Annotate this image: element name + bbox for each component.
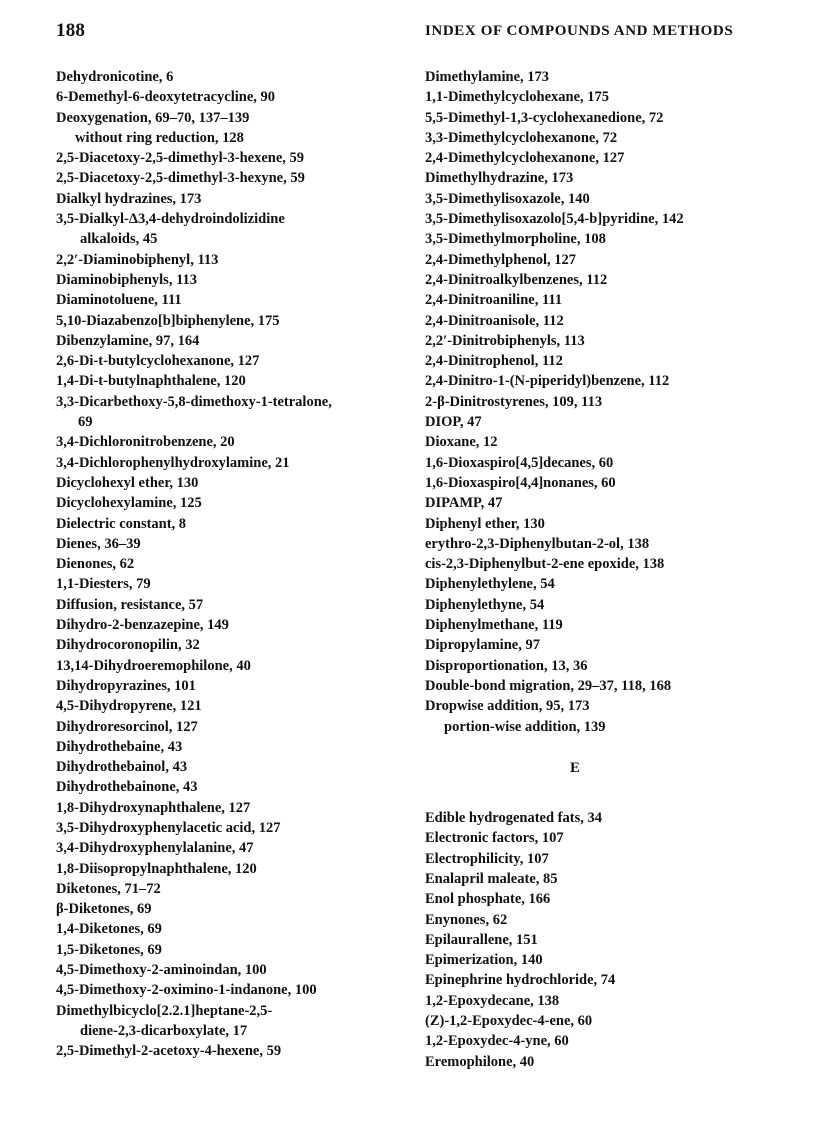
index-entry: Diphenylethyne, 54 [425, 596, 545, 613]
index-entry: Dihydropyrazines, 101 [56, 677, 196, 694]
index-entry: 2,4-Dinitrophenol, 112 [425, 353, 563, 370]
index-entry: Diphenylethylene, 54 [425, 576, 555, 593]
index-entry: 3,3-Dimethylcyclohexanone, 72 [425, 129, 618, 146]
index-entry: 1,4-Diketones, 69 [56, 921, 162, 938]
index-column-right [425, 67, 785, 1072]
index-entry: Dimethylamine, 173 [425, 69, 550, 85]
index-entry: Dihydrothebainone, 43 [56, 779, 198, 796]
index-subentry: without ring reduction, 128 [75, 129, 244, 146]
index-entry: 2,5-Diacetoxy-2,5-dimethyl-3-hexyne, 59 [56, 170, 305, 187]
index-entry: Double-bond migration, 29–37, 118, 168 [425, 677, 672, 694]
index-entry: 2,4-Dimethylphenol, 127 [425, 251, 577, 268]
index-entry: 2,2′-Dinitrobiphenyls, 113 [425, 332, 585, 349]
index-entry: 3,5-Dimethylmorpholine, 108 [425, 231, 606, 248]
index-entry: 3,5-Dihydroxyphenylacetic acid, 127 [56, 819, 281, 836]
index-entry: (Z)-1,2-Epoxydec-4-ene, 60 [425, 1013, 593, 1030]
index-entry: erythro-2,3-Diphenylbutan-2-ol, 138 [425, 535, 650, 552]
index-entry: Diaminotoluene, 111 [56, 292, 182, 309]
index-entry: Electrophilicity, 107 [425, 850, 549, 867]
index-entry: 1,8-Diisopropylnaphthalene, 120 [56, 860, 257, 877]
index-entry: Diphenylmethane, 119 [425, 617, 563, 634]
index-entry: Diaminobiphenyls, 113 [56, 271, 198, 288]
index-entry: Dienes, 36–39 [56, 535, 141, 552]
index-entry: DIOP, 47 [425, 414, 482, 431]
index-entry: 2,5-Diacetoxy-2,5-dimethyl-3-hexene, 59 [56, 150, 305, 167]
index-entry: Epilaurallene, 151 [425, 931, 538, 948]
index-entry: Dibenzylamine, 97, 164 [56, 332, 200, 349]
index-entry: 4,5-Dihydropyrene, 121 [56, 698, 202, 715]
index-entry: 5,10-Diazabenzo[b]biphenylene, 175 [56, 312, 280, 329]
index-entry: 2,4-Dinitroanisole, 112 [425, 312, 564, 329]
index-entry: 2,4-Dinitro-1-(N-piperidyl)benzene, 112 [425, 373, 670, 390]
index-entry: Dihydro-2-benzazepine, 149 [56, 617, 229, 634]
index-entry: 1,4-Di-t-butylnaphthalene, 120 [56, 373, 246, 390]
index-entry: 2,5-Dimethyl-2-acetoxy-4-hexene, 59 [56, 1043, 282, 1060]
index-entry-continuation: 69 [78, 414, 93, 431]
index-entry: Dicyclohexylamine, 125 [56, 495, 202, 512]
index-entry: Dioxane, 12 [425, 434, 498, 451]
index-entry: Electronic factors, 107 [425, 830, 564, 847]
index-entry: Disproportionation, 13, 36 [425, 657, 588, 674]
index-entry: Eremophilone, 40 [425, 1053, 535, 1070]
index-entry: Enalapril maleate, 85 [425, 870, 558, 887]
index-entry: Edible hydrogenated fats, 34 [425, 810, 602, 827]
index-entry: 1,8-Dihydroxynaphthalene, 127 [56, 799, 251, 816]
index-entry: 4,5-Dimethoxy-2-oximino-1-indanone, 100 [56, 982, 317, 999]
index-entry: Dropwise addition, 95, 173 [425, 698, 590, 715]
index-entry: 3,3-Dicarbethoxy-5,8-dimethoxy-1-tetralone, [56, 393, 332, 410]
index-entry: 3,4-Dichloronitrobenzene, 20 [56, 434, 235, 451]
index-entry: Dienones, 62 [56, 556, 135, 573]
index-entry: Dihydrothebainol, 43 [56, 759, 188, 776]
index-entry: 1,2-Epoxydec-4-yne, 60 [425, 1033, 569, 1050]
index-entry: Dihydrocoronopilin, 32 [56, 637, 200, 654]
index-entry: 5,5-Dimethyl-1,3-cyclohexanedione, 72 [425, 109, 664, 126]
index-subentry: portion-wise addition, 139 [444, 718, 606, 735]
index-entry: 3,5-Dimethylisoxazole, 140 [425, 190, 590, 207]
index-entry: 2,6-Di-t-butylcyclohexanone, 127 [56, 353, 260, 370]
index-entry: Diphenyl ether, 130 [425, 515, 545, 532]
index-entry: Epinephrine hydrochloride, 74 [425, 972, 616, 989]
index-entry-continuation: diene-2,3-dicarboxylate, 17 [80, 1022, 248, 1039]
index-entry: Diketones, 71–72 [56, 880, 161, 897]
index-entry: 1,2-Epoxydecane, 138 [425, 992, 560, 1009]
index-entry: 3,4-Dihydroxyphenylalanine, 47 [56, 840, 254, 857]
index-entry: 1,5-Diketones, 69 [56, 941, 162, 958]
index-entry: Deoxygenation, 69–70, 137–139 [56, 109, 250, 126]
index-entry: Epimerization, 140 [425, 952, 543, 969]
index-entry: Dipropylamine, 97 [425, 637, 540, 654]
index-entry: Dihydroresorcinol, 127 [56, 718, 198, 735]
index-entry: 1,6-Dioxaspiro[4,5]decanes, 60 [425, 454, 614, 471]
index-entry: 1,1-Diesters, 79 [56, 576, 151, 593]
index-entry: 3,4-Dichlorophenylhydroxylamine, 21 [56, 454, 290, 471]
index-entry: 2,4-Dinitroalkylbenzenes, 112 [425, 271, 608, 288]
index-entry: β-Diketones, 69 [56, 901, 152, 918]
index-entry: Enynones, 62 [425, 911, 508, 928]
index-entry: Enol phosphate, 166 [425, 891, 551, 908]
index-entry: Dihydrothebaine, 43 [56, 738, 183, 755]
page-number: 188 [56, 20, 86, 41]
index-entry: 1,6-Dioxaspiro[4,4]nonanes, 60 [425, 474, 616, 491]
index-entry: 2-β-Dinitrostyrenes, 109, 113 [425, 393, 603, 410]
index-entry: Dehydronicotine, 6 [56, 69, 174, 85]
index-entry: 2,4-Dinitroaniline, 111 [425, 292, 563, 309]
index-entry: Dimethylhydrazine, 173 [425, 170, 574, 187]
index-entry: 2,4-Dimethylcyclohexanone, 127 [425, 150, 625, 167]
index-entry: 4,5-Dimethoxy-2-aminoindan, 100 [56, 962, 267, 979]
index-entry: 1,1-Dimethylcyclohexane, 175 [425, 89, 610, 106]
page-header [0, 20, 816, 46]
index-entry-continuation: alkaloids, 45 [80, 231, 158, 248]
index-entry: 6-Demethyl-6-deoxytetracycline, 90 [56, 89, 276, 106]
index-column-left [56, 67, 416, 1062]
running-head: INDEX OF COMPOUNDS AND METHODS [425, 23, 734, 39]
index-entry: 3,5-Dimethylisoxazolo[5,4-b]pyridine, 142 [425, 211, 684, 228]
index-entry: Dicyclohexyl ether, 130 [56, 474, 199, 491]
index-entry: Diffusion, resistance, 57 [56, 596, 204, 613]
index-entry: 2,2′-Diaminobiphenyl, 113 [56, 251, 219, 268]
index-entry: Dialkyl hydrazines, 173 [56, 190, 202, 207]
index-entry: Dielectric constant, 8 [56, 515, 187, 532]
index-entry: Dimethylbicyclo[2.2.1]heptane-2,5- [56, 1002, 273, 1019]
index-entry: DIPAMP, 47 [425, 495, 503, 512]
index-entry: 13,14-Dihydroeremophilone, 40 [56, 657, 251, 674]
index-entry: 3,5-Dialkyl-Δ3,4-dehydroindolizidine [56, 211, 285, 228]
index-entry: cis-2,3-Diphenylbut-2-ene epoxide, 138 [425, 556, 665, 573]
section-letter-heading: E [569, 759, 580, 776]
